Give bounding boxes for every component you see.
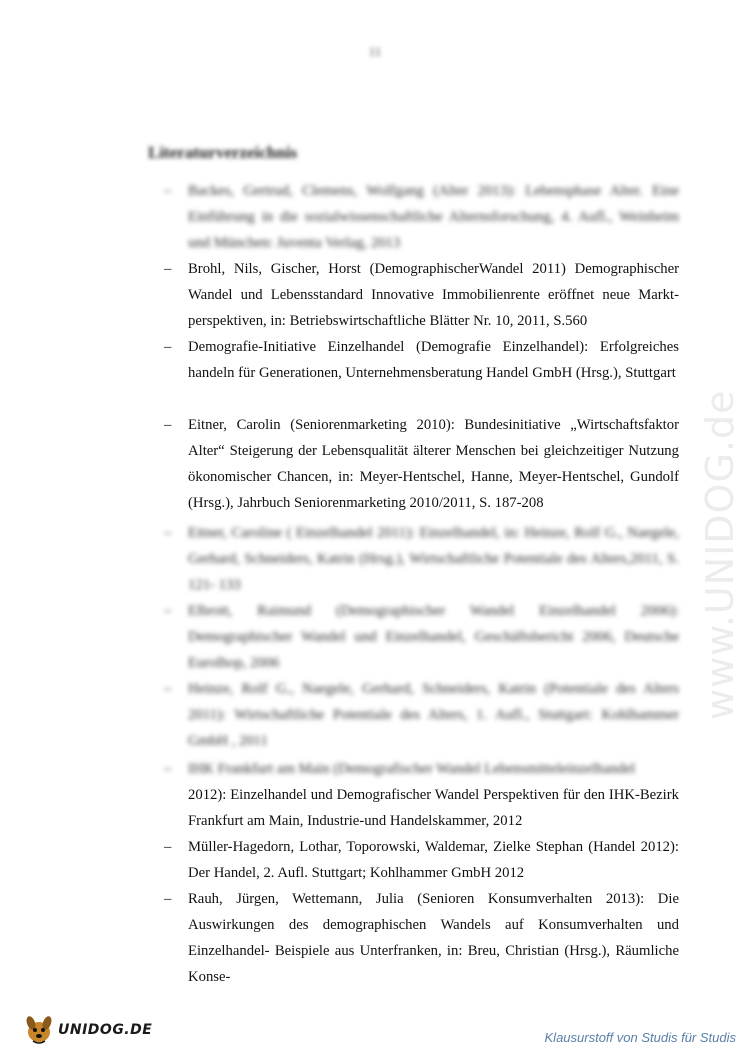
reference-text: Eitner, Carolin (Seniorenmarketing 2010): Bundesinitiative „Wirtschaftsfaktor Alter“ Steigerung der Lebensqualität älterer Menschen bei gleichzeitiger Nutzung ökonomischer Chancen, in: Meyer-Hentschel, Hanne, Meyer-Hentschel, Gundolf (Hrsg.), Jahrbuch Seniorenmarketing 2010/2011, S. 187-208 xyxy=(188,417,679,511)
list-item xyxy=(164,178,679,256)
unidog-logo xyxy=(22,1012,162,1052)
list-dash: – xyxy=(164,183,172,199)
list-item xyxy=(164,676,679,754)
list-item xyxy=(164,834,679,886)
reference-text: Demografie-Initiative Einzelhandel (Demografie Einzelhandel): Erfolgreiches handeln für Generationen, Unternehmensberatung Handel GmbH (Hrsg.), Stuttgart xyxy=(188,339,679,381)
list-dash: – xyxy=(164,681,172,697)
watermark xyxy=(690,250,750,750)
list-dash: – xyxy=(164,603,172,619)
list-item xyxy=(164,256,679,334)
list-dash: – xyxy=(164,525,172,541)
reference-text: Heinze, Rolf G., Naegele, Gerhard, Schneiders, Katrin (Potentiale des Alters 2011): Wirtschaftliche Potentiale des Alters, 1. Aufl., Stuttgart: Kohlhammer GmbH , 2011 xyxy=(188,681,679,749)
list-item xyxy=(164,598,679,676)
list-dash: – xyxy=(164,261,172,277)
page-title: Literaturverzeichnis xyxy=(148,143,298,162)
reference-text: Backes, Gertrud, Clemens, Wolfgang (Alter 2013): Lebensphase Alter. Eine Einführung in die sozialwissenschaftliche Alternsforschung, 4. Aufl., Weinheim und München: Juventa Verlag, 2013 xyxy=(188,183,679,251)
footer-tagline: Klausurstoff von Studis für Studis xyxy=(544,1030,736,1045)
list-dash: – xyxy=(164,339,172,355)
list-dash: – xyxy=(164,761,172,777)
reference-text-blurred: IHK Frankfurt am Main (Demografischer Wandel Lebensmitteleinzelhandel xyxy=(188,761,636,777)
watermark-text: www.UNIDOG.de xyxy=(698,389,742,720)
list-item xyxy=(164,520,679,598)
list-item xyxy=(164,334,679,386)
reference-text-visible: 2012): Einzelhandel und Demografischer Wandel Perspektiven für den IHK-Bezirk Frankfurt am Main, Industrie-und Handelskammer, 2012 xyxy=(188,787,679,829)
reference-text: Müller-Hagedorn, Lothar, Toporowski, Waldemar, Zielke Stephan (Handel 2012): Der Handel, 2. Aufl. Stuttgart; Kohlhammer GmbH 2012 xyxy=(188,839,679,881)
reference-text xyxy=(188,756,679,834)
dog-icon xyxy=(22,1012,56,1046)
list-dash: – xyxy=(164,417,172,433)
reference-text: Brohl, Nils, Gischer, Horst (DemographischerWandel 2011) Demographischer Wandel und Lebensstandard Innovative Immobilienrente eröffnet neue Markt-perspektiven, in: Betriebswirtschaftliche Blätter Nr. 10, 2011, S.560 xyxy=(188,261,679,329)
list-item xyxy=(164,412,679,516)
list-dash: – xyxy=(164,891,172,907)
reference-text: Rauh, Jürgen, Wettemann, Julia (Senioren Konsumverhalten 2013): Die Auswirkungen des demographischen Wandels auf Konsumverhalten und Einzelhandel- Beispiele aus Unterfranken, in: Breu, Christian (Hrsg.), Räumliche Konse- xyxy=(188,891,679,985)
list-dash: – xyxy=(164,839,172,855)
page-number: 11 xyxy=(368,44,382,59)
list-item xyxy=(164,756,679,834)
reference-text: Eitner, Caroline ( Einzelhandel 2011): Einzelhandel, in: Heinze, Rolf G., Naegele, Gerhard, Schneiders, Katrin (Hrsg.), Wirtschaftliche Potentiale des Alters,2011, S. 121- 133 xyxy=(188,525,679,593)
reference-text: Elbrott, Raimund (Demographischer Wandel Einzelhandel 2006): Demographischer Wandel und Einzelhandel, Geschäftsbericht 2006, Deutsche Eurolhop, 2006 xyxy=(188,603,679,671)
list-item xyxy=(164,886,679,990)
logo-text: UNIDOG.DE xyxy=(58,1022,153,1038)
